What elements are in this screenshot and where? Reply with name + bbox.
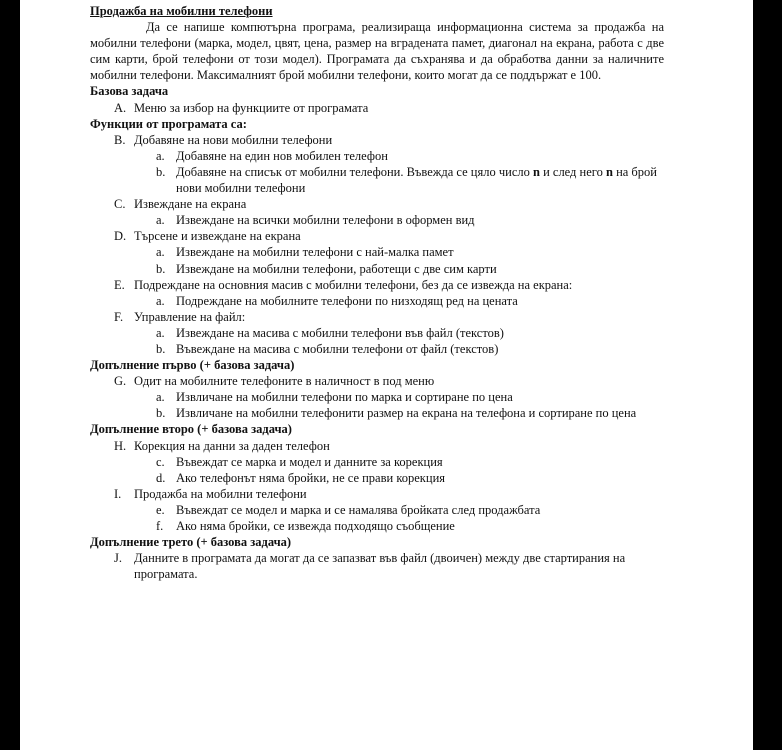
list-item-g: [90, 373, 664, 389]
sub-item-f-a: [90, 325, 664, 341]
sub-item-f-b: [90, 341, 664, 357]
sub-item-e-a: [90, 293, 664, 309]
item-label: H.: [114, 438, 127, 453]
intro-paragraph: Да се напише компютърна програма, реализираща информационна система за продажба на мобилни телефони (марка, модел, цвят, цена, размер на вградената памет, диагонал на екрана, работа с две сим карти, брой телефони от този модел). Програмата да съхранява и да обработва данни за наличните мобилни телефони. Максималният брой мобилни телефони, които могат да се поддържат е 100.: [90, 20, 664, 83]
sub-item-d-b: [90, 261, 664, 277]
sub-item-text: Подреждане на мобилните телефони по низходящ ред на цената: [176, 293, 518, 308]
addon-third-heading: Допълнение трето (+ базова задача): [90, 535, 292, 550]
list-item-d: [90, 228, 664, 244]
sub-item-label: d.: [156, 470, 166, 485]
sub-item-c-a: [90, 212, 664, 228]
document-title: Продажба на мобилни телефони: [90, 4, 273, 18]
item-text: Корекция на данни за даден телефон: [134, 438, 330, 453]
item-label: J.: [114, 551, 122, 566]
item-label: F.: [114, 309, 124, 324]
item-label: B.: [114, 132, 126, 147]
sub-item-d-a: [90, 244, 664, 260]
addon-first-heading: Допълнение първо (+ базова задача): [90, 358, 295, 373]
list-item-b: [90, 132, 664, 148]
sub-item-label: a.: [156, 390, 165, 405]
item-label: C.: [114, 197, 126, 212]
item-label: I.: [114, 486, 122, 501]
sub-item-text: Извличане на мобилни телефонити размер на екрана на телефона и сортиране по цена: [176, 406, 637, 421]
sub-item-label: b.: [156, 341, 166, 356]
bold-variable-n: n: [605, 164, 613, 179]
sub-item-text: Добавяне на списък от мобилни телефони. Въвежда се цяло число: [176, 164, 533, 179]
bold-variable-n: n: [533, 164, 540, 179]
sub-item-text: Добавяне на един нов мобилен телефон: [176, 148, 388, 163]
sub-item-label: b.: [156, 406, 166, 421]
list-item-e: [90, 277, 664, 293]
sub-item-text: Въвеждане на масива с мобилни телефони от файл (текстов): [176, 341, 499, 356]
item-text: Продажба на мобилни телефони: [134, 486, 307, 501]
item-label: G.: [114, 374, 127, 389]
document-content: [90, 3, 664, 582]
list-item-i: [90, 486, 664, 502]
item-label: A.: [114, 100, 127, 115]
item-text: Добавяне на нови мобилни телефони: [134, 132, 333, 147]
sub-item-i-e: [90, 502, 664, 518]
sub-item-text: Ако телефонът няма бройки, не се прави корекция: [176, 470, 446, 485]
sub-item-i-f: [90, 518, 664, 534]
sub-item-text: Извеждане на всички мобилни телефони в оформен вид: [176, 213, 475, 228]
sub-item-label: f.: [156, 519, 164, 533]
list-item-c: [90, 196, 664, 212]
list-item-a: [90, 100, 664, 116]
sub-item-text: Въвеждат се модел и марка и се намалява бройката след продажбата: [176, 502, 541, 517]
list-item-f: [90, 309, 664, 325]
sub-item-label: a.: [156, 245, 165, 260]
item-text: Търсене и извеждане на екрана: [134, 229, 301, 244]
sub-item-h-d: [90, 470, 664, 486]
basic-task-heading: Базова задача: [90, 84, 169, 99]
sub-item-h-c: [90, 454, 664, 470]
addon-second-heading: Допълнение второ (+ базова задача): [90, 422, 292, 437]
list-item-j: [90, 550, 664, 582]
sub-item-text: Извеждане на мобилни телефони, работещи с две сим карти: [176, 261, 497, 276]
item-text: Управление на файл:: [134, 309, 246, 324]
sub-item-text: и след него: [539, 164, 606, 179]
functions-heading: Функции от програмата са:: [90, 116, 247, 131]
sub-item-label: a.: [156, 213, 165, 228]
sub-item-text: Извеждане на масива с мобилни телефони във файл (текстов): [176, 325, 504, 340]
sub-item-text: Извеждане на мобилни телефони с най-малка памет: [176, 245, 454, 260]
sub-item-g-a: [90, 389, 664, 405]
sub-item-label: b.: [156, 164, 166, 179]
sub-item-text: Ако няма бройки, се извежда подходящо съобщение: [176, 519, 455, 533]
item-text: Одит на мобилните телефоните в наличност в под меню: [134, 374, 435, 389]
item-label: D.: [114, 229, 127, 244]
item-text: Меню за избор на функциите от програмата: [134, 100, 369, 115]
sub-item-text: на брой нови мобилни телефони: [176, 164, 657, 196]
sub-item-label: b.: [156, 261, 166, 276]
list-item-h: [90, 438, 664, 454]
sub-item-label: e.: [156, 502, 165, 517]
document-page: [20, 0, 753, 750]
sub-item-b-b: [90, 164, 664, 196]
sub-item-b-a: [90, 148, 664, 164]
sub-item-label: a.: [156, 293, 165, 308]
sub-item-text: Въвеждат се марка и модел и данните за корекция: [176, 454, 443, 469]
sub-item-g-b: [90, 405, 664, 421]
sub-item-label: c.: [156, 454, 165, 469]
item-text: Подреждане на основния масив с мобилни телефони, без да се извежда на екрана:: [134, 277, 573, 292]
item-text: Данните в програмата да могат да се запазват във файл (двоичен) между две стартирания на програмата.: [134, 551, 626, 582]
item-label: E.: [114, 277, 125, 292]
sub-item-label: a.: [156, 325, 165, 340]
sub-item-label: a.: [156, 148, 165, 163]
sub-item-text: Извличане на мобилни телефони по марка и сортиране по цена: [176, 390, 513, 405]
item-text: Извеждане на екрана: [134, 197, 247, 212]
